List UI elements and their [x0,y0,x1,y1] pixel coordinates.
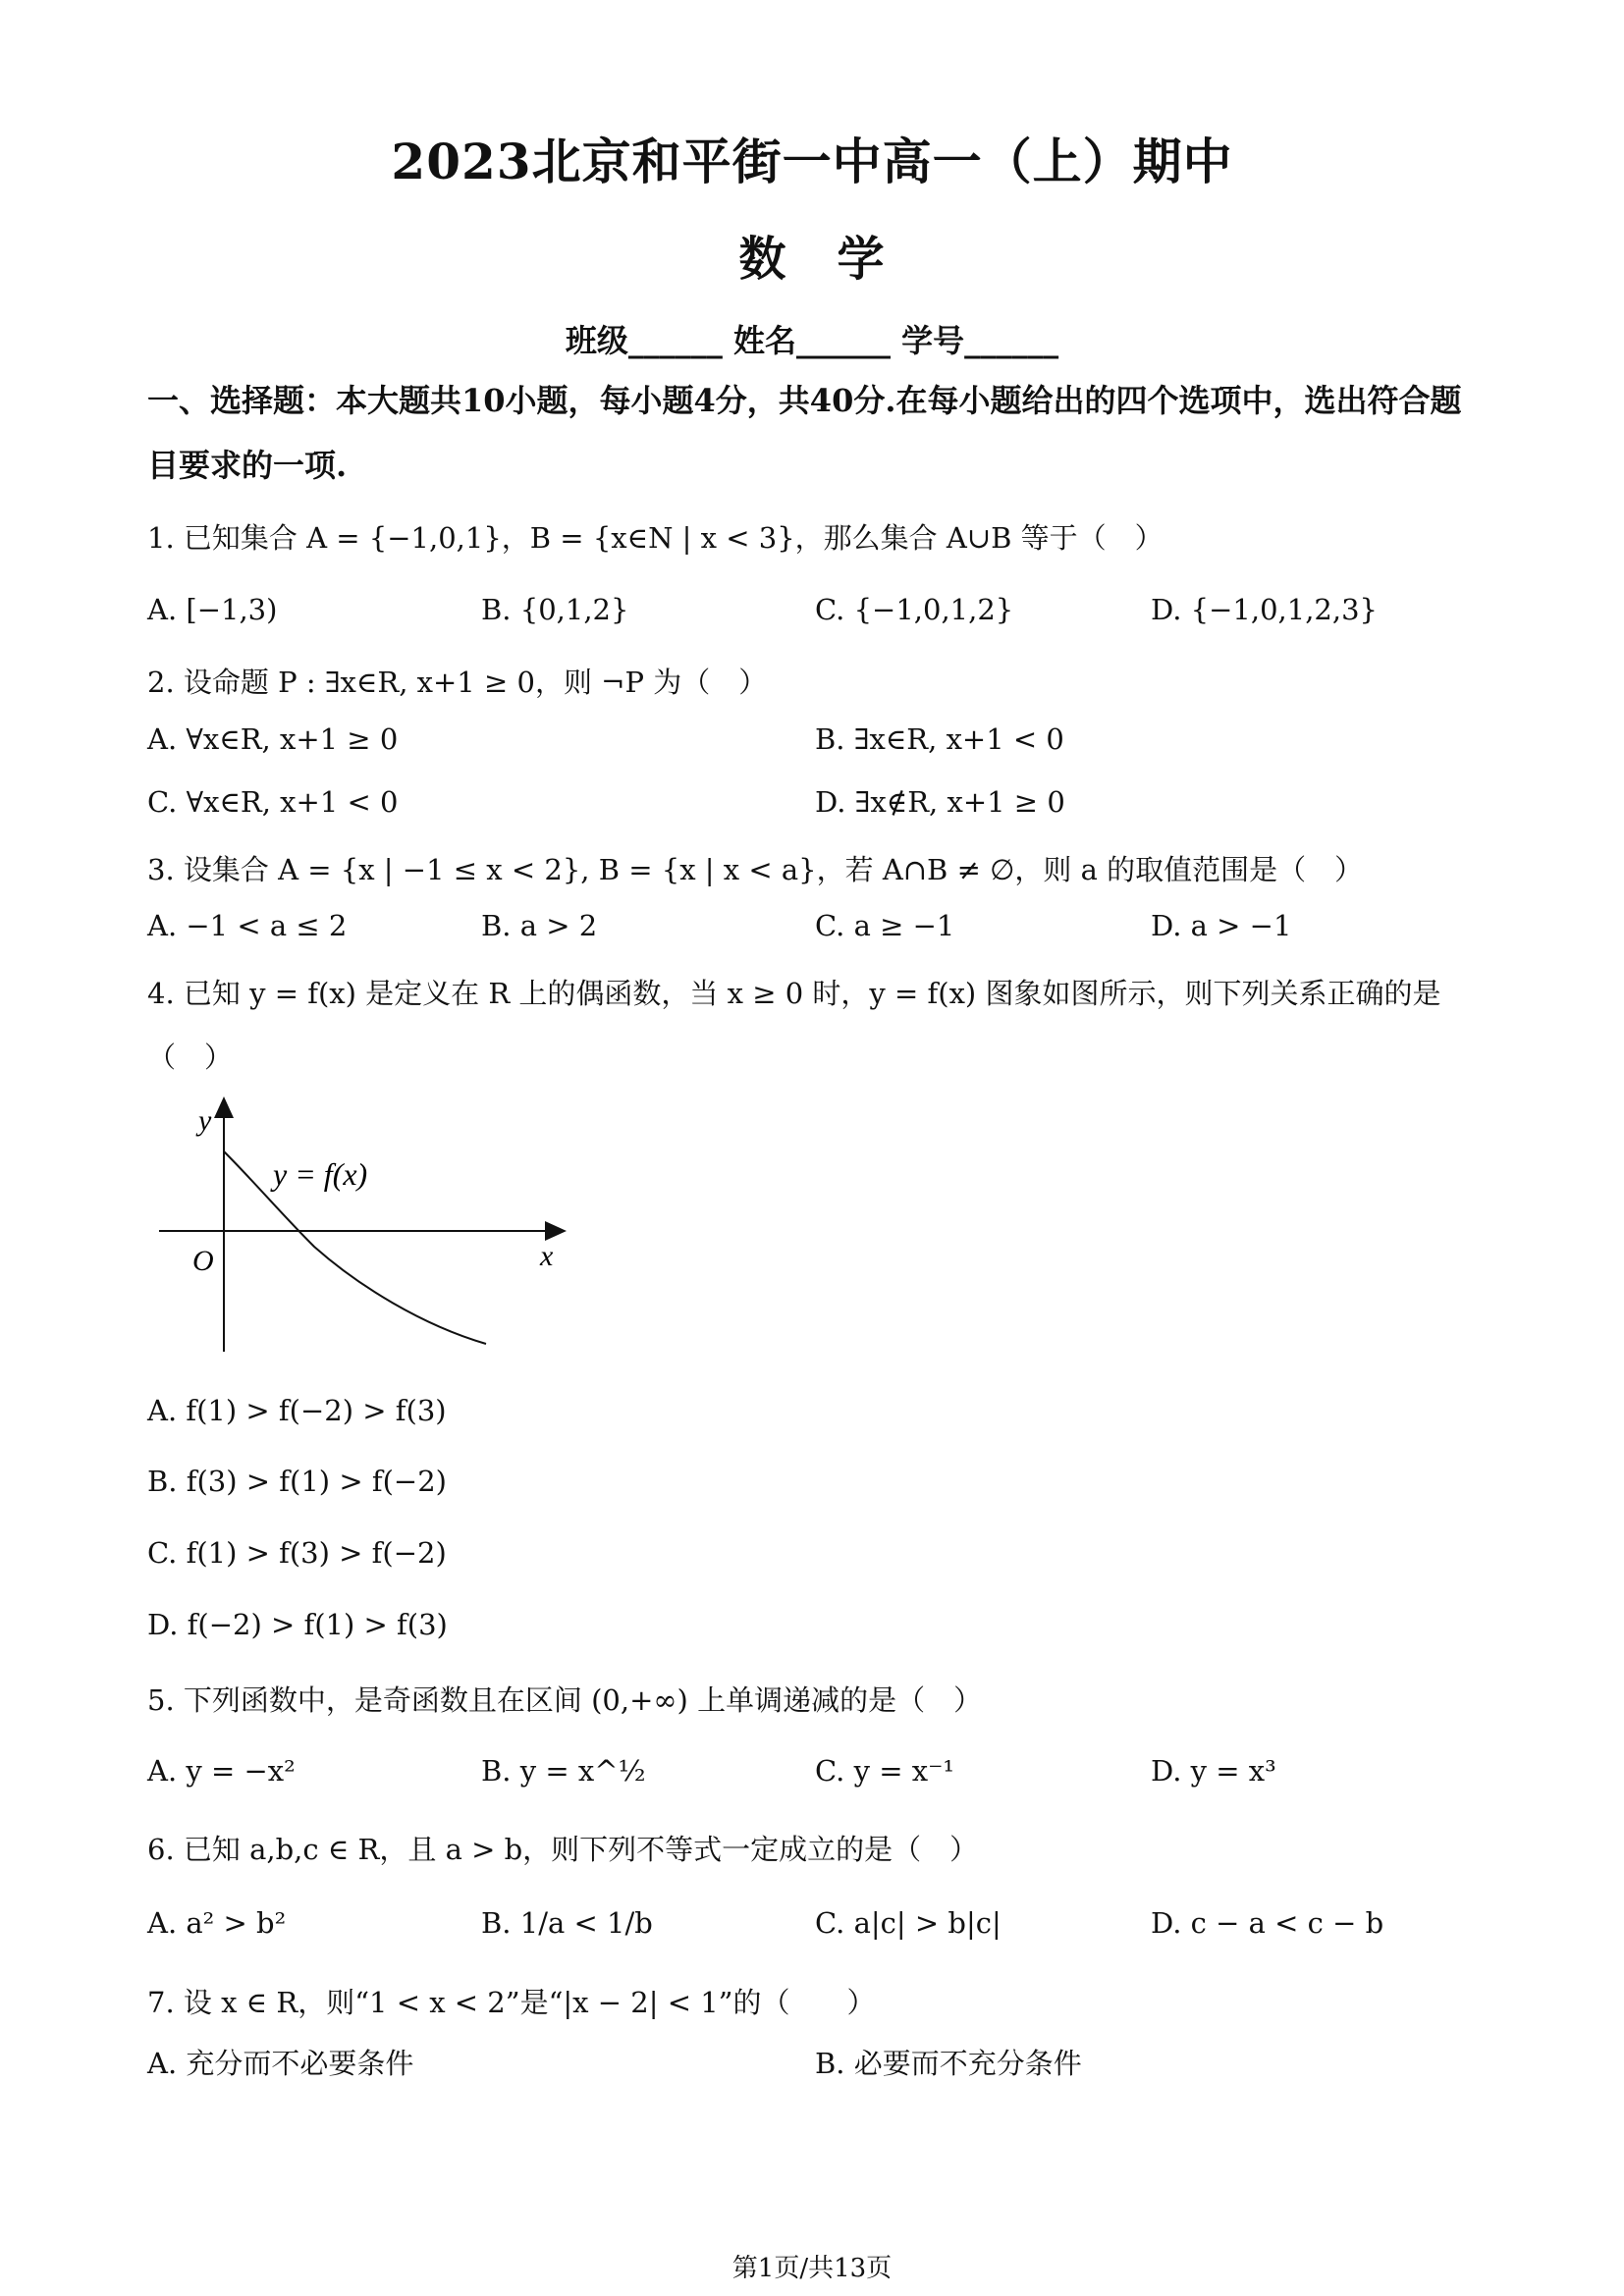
question-6-stem: 6. 已知 a,b,c ∈ R，且 a > b，则下列不等式一定成立的是（ ） [147,1833,979,1866]
question-7-stem: 7. 设 x ∈ R，则“1 < x < 2”是“|x − 2| < 1”的（ ） [147,1986,876,2019]
question-1-stem: 1. 已知集合 A = {−1,0,1}，B = {x∈N | x < 3}，那么集合 A∪B 等于（ ） [147,521,1164,555]
question-4-stem-cont: （ ） [147,1041,234,1074]
question-7-option-b: B. 必要而不充分条件 [815,2047,1082,2080]
x-axis-label: x [540,1240,554,1272]
question-4-stem: 4. 已知 y = f(x) 是定义在 R 上的偶函数，当 x ≥ 0 时，y = f(x) 图象如图所示，则下列关系正确的是 [147,977,1441,1010]
question-4-option-d: D. f(−2) > f(1) > f(3) [147,1608,448,1641]
question-3-option-a: A. −1 < a ≤ 2 [147,909,348,942]
page-title: 2023北京和平街一中高一（上）期中 [391,133,1233,190]
question-3-option-d: D. a > −1 [1151,909,1292,942]
question-6-option-c: C. a|c| > b|c| [815,1906,1001,1940]
subject-title [0,221,1624,289]
question-6-option-b: B. 1/a < 1/b [481,1906,653,1940]
question-5-option-a: A. y = −x² [147,1754,296,1788]
question-6-option-a: A. a² > b² [147,1906,287,1940]
question-4-option-b: B. f(3) > f(1) > f(−2) [147,1465,447,1498]
question-1-option-a: A. [−1,3) [147,593,278,626]
question-2-option-a: A. ∀x∈R, x+1 ≥ 0 [147,722,399,756]
question-6-option-d: D. c − a < c − b [1151,1906,1384,1940]
function-graph [147,1085,579,1364]
question-2-option-b: B. ∃x∈R, x+1 < 0 [815,722,1064,756]
question-5-option-d: D. y = x³ [1151,1754,1276,1788]
question-3-stem: 3. 设集合 A = {x | −1 ≤ x < 2}, B = {x | x < a}，若 A∩B ≠ ∅，则 a 的取值范围是（ ） [147,853,1364,886]
subject-char-1: 数 [738,232,787,287]
question-5-option-c: C. y = x⁻¹ [815,1754,954,1788]
curve-label: y = f(x) [273,1156,368,1192]
question-4-option-c: C. f(1) > f(3) > f(−2) [147,1536,447,1570]
question-1-option-d: D. {−1,0,1,2,3} [1151,593,1378,626]
student-info-line: 班级______ 姓名______ 学号______ [565,322,1059,359]
question-2-option-c: C. ∀x∈R, x+1 < 0 [147,785,399,819]
question-5-stem: 5. 下列函数中，是奇函数且在区间 (0,+∞) 上单调递减的是（ ） [147,1683,983,1717]
y-axis-label: y [198,1104,212,1137]
question-7-option-a: A. 充分而不必要条件 [147,2047,414,2080]
question-1-option-b: B. {0,1,2} [481,593,629,626]
question-2-stem: 2. 设命题 P : ∃x∈R, x+1 ≥ 0，则 ¬P 为（ ） [147,666,768,699]
question-3-option-c: C. a ≥ −1 [815,909,955,942]
question-2-option-d: D. ∃x∉R, x+1 ≥ 0 [815,785,1065,819]
question-5-option-b: B. y = x^½ [481,1754,646,1788]
origin-label: O [192,1245,214,1277]
question-1-option-c: C. {−1,0,1,2} [815,593,1014,626]
question-3-option-b: B. a > 2 [481,909,598,942]
section-heading: 一、选择题：本大题共10小题，每小题4分，共40分.在每小题给出的四个选项中，选出符合题目要求的一项. [147,382,1462,484]
subject-char-2: 学 [837,232,886,287]
question-4-option-a: A. f(1) > f(−2) > f(3) [147,1394,447,1427]
page-footer: 第1页/共13页 [731,2254,893,2283]
